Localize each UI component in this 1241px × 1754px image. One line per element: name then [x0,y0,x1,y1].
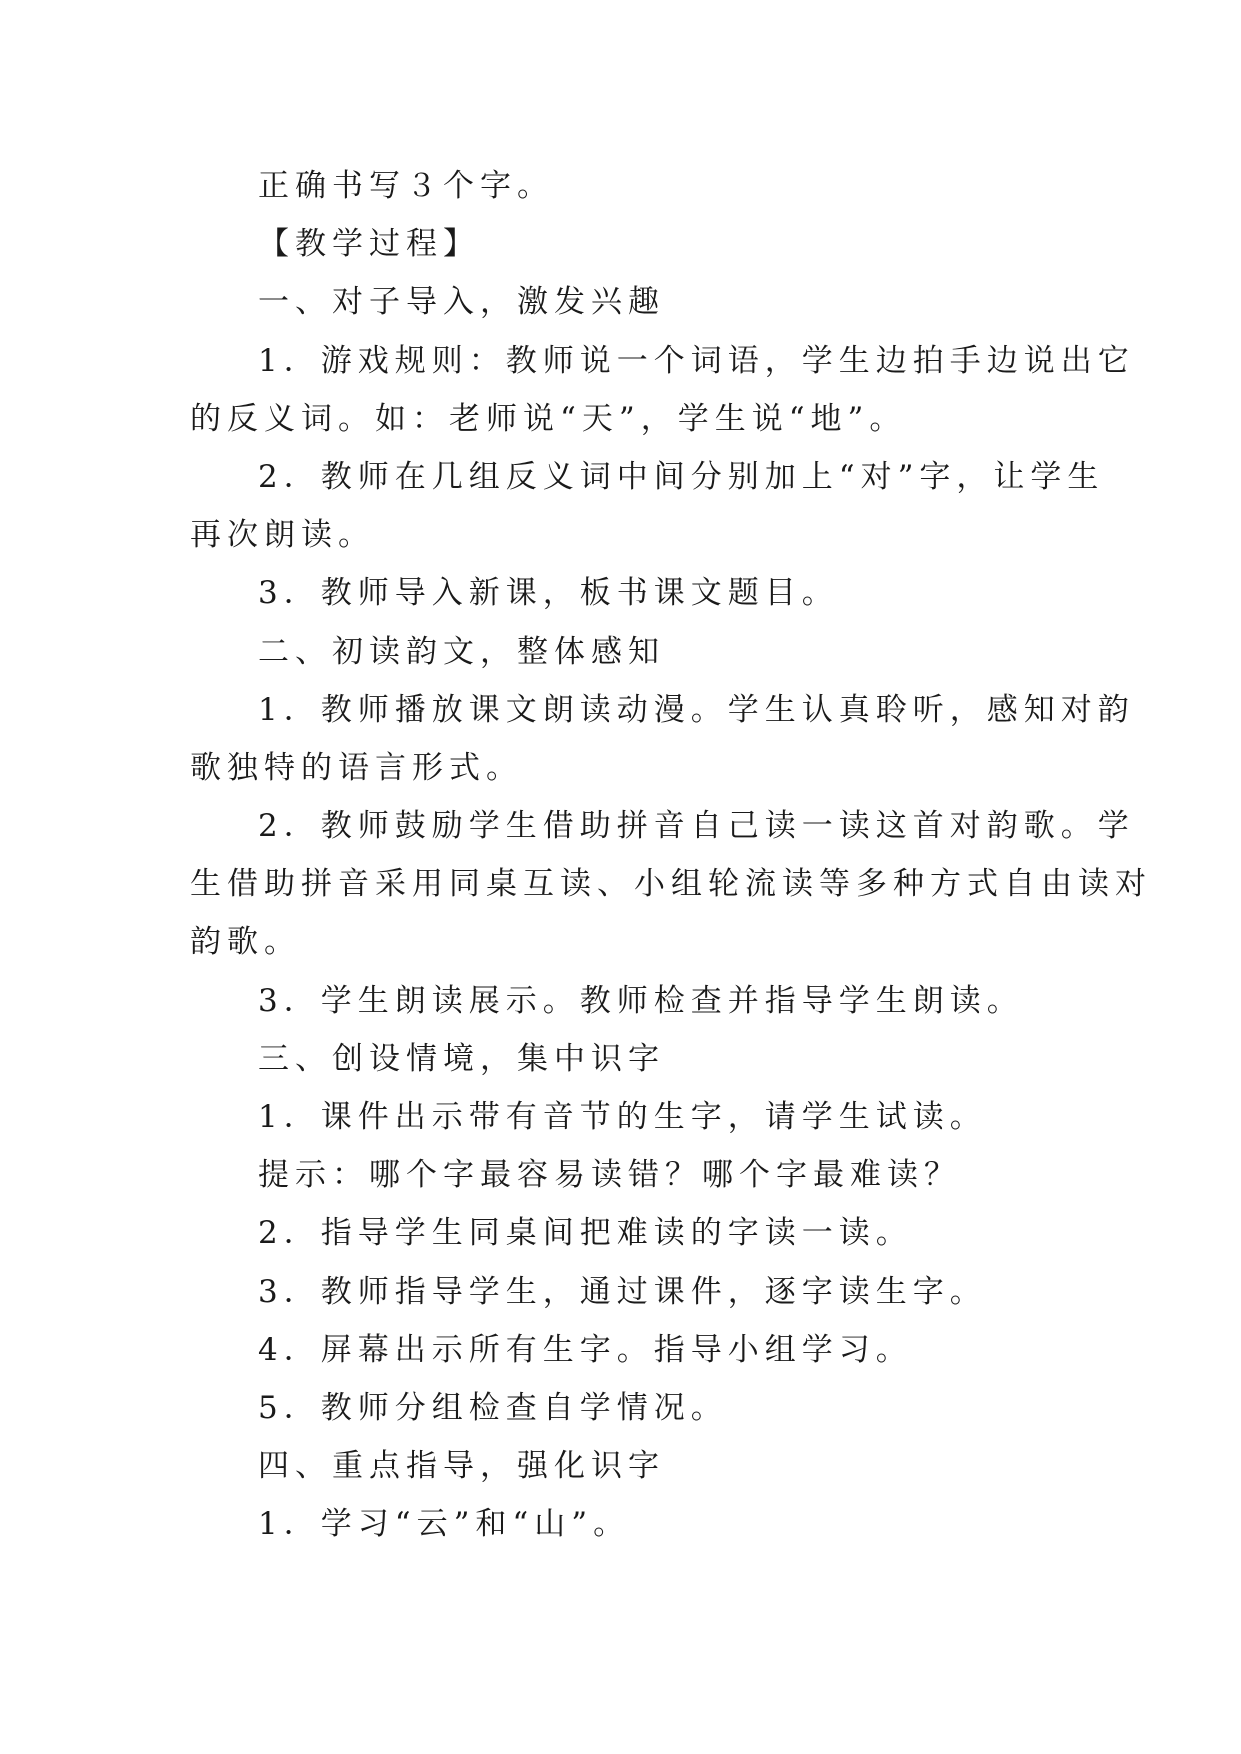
text-line: 3．教师导入新课，板书课文题目。 [258,575,839,612]
text-line: 2．教师在几组反义词中间分别加上“对”字，让学生 [258,458,1105,495]
text-line: 歌独特的语言形式。 [190,749,523,786]
text-line: 二、初读韵文，整体感知 [258,633,665,670]
document-body [190,157,1152,1554]
text-line: 一、对子导入，激发兴趣 [258,284,665,321]
text-line: 再次朗读。 [190,517,375,554]
text-line: 【教学过程】 [258,226,480,263]
text-line: 5．教师分组检查自学情况。 [258,1389,728,1426]
text-line: 3．教师指导学生，通过课件，逐字读生字。 [258,1273,987,1310]
text-line: 3．学生朗读展示。教师检查并指导学生朗读。 [258,982,1024,1019]
text-line: 1．游戏规则：教师说一个词语，学生边拍手边说出它 [258,342,1135,379]
text-line: 韵歌。 [190,924,301,961]
text-line: 4．屏幕出示所有生字。指导小组学习。 [258,1331,913,1368]
text-line: 1．课件出示带有音节的生字，请学生试读。 [258,1099,987,1135]
text-line: 1．学习“云”和“山”。 [258,1506,631,1543]
text-line: 提示：哪个字最容易读错？哪个字最难读？ [258,1157,961,1194]
text-line: 三、创设情境，集中识字 [258,1040,665,1077]
text-line: 正确书写３个字。 [258,168,554,204]
text-line: 四、重点指导，强化识字 [258,1448,665,1485]
text-line: 2．教师鼓励学生借助拼音自己读一读这首对韵歌。学 [258,808,1135,845]
text-line: 1．教师播放课文朗读动漫。学生认真聆听，感知对韵 [258,691,1135,728]
text-line: 的反义词。如：老师说“天”，学生说“地”。 [190,400,907,437]
text-line: 2．指导学生同桌间把难读的字读一读。 [258,1215,913,1252]
text-line: 生借助拼音采用同桌互读、小组轮流读等多种方式自由读对 [190,866,1152,903]
